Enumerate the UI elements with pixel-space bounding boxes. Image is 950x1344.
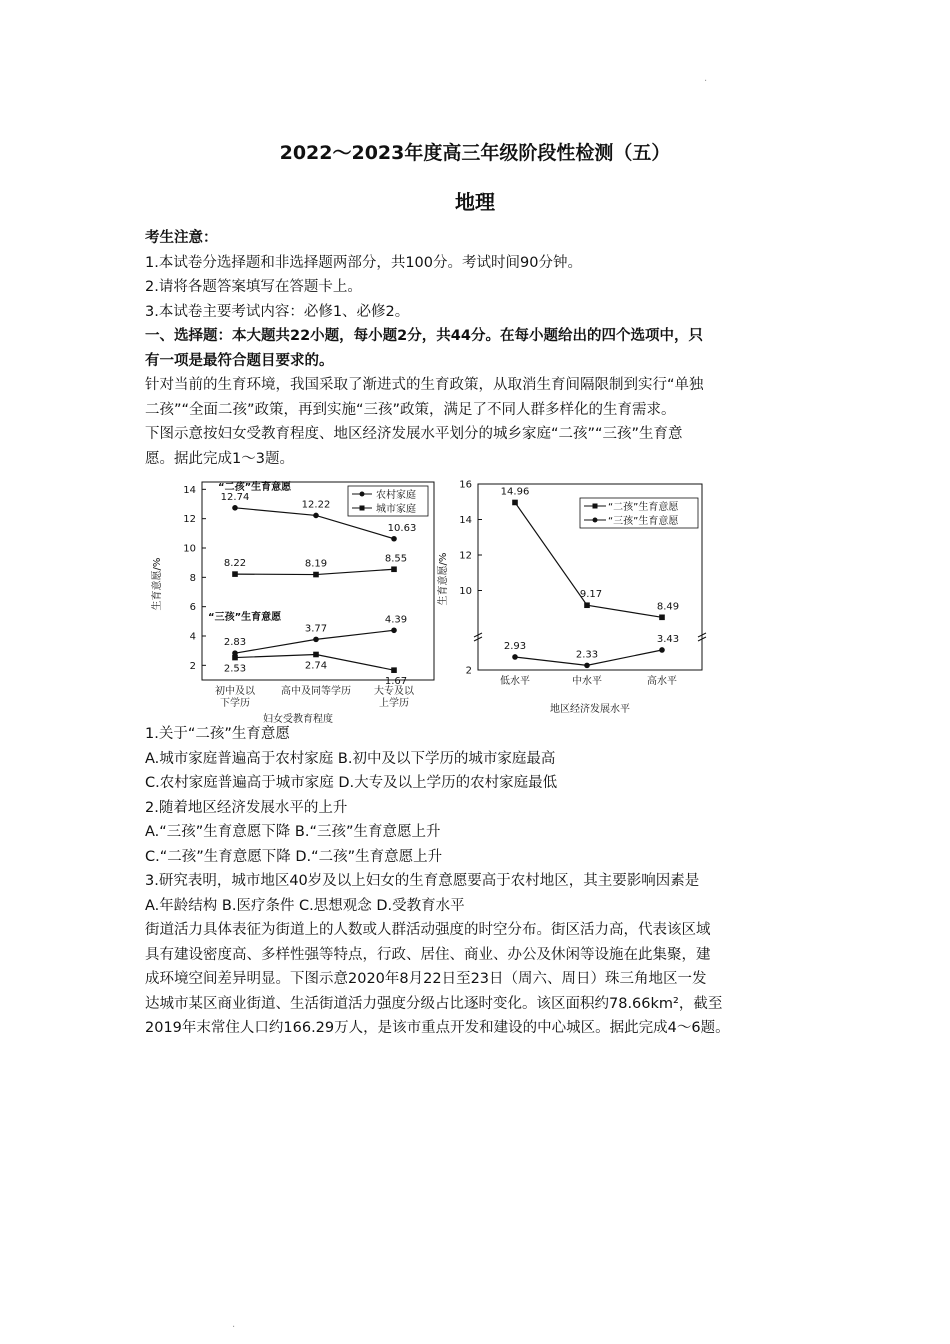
right-y-tick-label: 2: [465, 665, 472, 677]
left-y-tick-label: 4: [189, 631, 196, 643]
left-data-label: 12.74: [220, 491, 250, 503]
question-stem: 3.研究表明，城市地区40岁及以上妇女的生育意愿要高于农村地区，其主要影响因素是: [145, 873, 700, 889]
left-data-label: 2.53: [223, 663, 247, 675]
left-category-label: 高中及同等学历: [281, 686, 351, 697]
question-stem: 1.关于“二孩”生育意愿: [145, 726, 290, 742]
question-stem: 2.随着地区经济发展水平的上升: [145, 799, 348, 816]
legend-second-label: “二孩”生育意愿: [608, 502, 679, 513]
question-option: A.年龄结构 B.医疗条件 C.思想观念 D.受教育水平: [145, 897, 465, 914]
left-data-point: [391, 667, 397, 673]
left-data-label: 2.83: [223, 637, 247, 649]
intro-line: 愿。据此完成1～3题。: [145, 450, 294, 467]
questions-and-passage: [145, 722, 805, 1041]
left-y-tick-label: 8: [189, 572, 196, 584]
left-legend: [348, 486, 428, 516]
right-data-point: [584, 602, 590, 608]
left-data-label: 8.19: [304, 558, 328, 570]
left-data-point: [313, 572, 319, 578]
left-data-label: 3.77: [304, 623, 328, 635]
left-y-label: 生育意愿/%: [152, 557, 163, 611]
left-data-label: 1.67: [384, 676, 408, 688]
intro-line: 二孩”“全面二孩”政策，再到实施“三孩”政策，满足了不同人群多样化的生育需求。: [145, 401, 676, 418]
notice-heading: 考生注意：: [145, 230, 218, 246]
right-data-point: [659, 647, 665, 653]
group-label-second-child: “二孩”生育意愿: [218, 482, 292, 493]
exam-page: · 2022～2023年度高三年级阶段性检测（五） 地理 考生注意： 1.本试卷分选择题和非选择题两部分，共100分。考试时间90分钟。 2.请将各题答案填写在答题卡上。 3.本试卷主要考试内容：必修1、必修2。 一、选择题：本大题共22小题，每小题2分，共44分。在每小题给出的四个选项中，只 有一项是最符合题目要求的。 针对当前的生育环境，我国采取了渐进式的生育政策，从取消生育间隔限制到实行“单独 二孩”“全面二孩”政策，再到实施“三孩”政策，满足了不同人群多样化的生育需求。 下图示意按妇女受教育程度、地区经济发展水平划分的城乡家庭“二孩”“三孩”生育意 愿。据此完成1～3题。 2 4 6 8 10 12 14 生育意愿/% “二孩”生育意愿 “三孩”生育意愿 农村家庭 城市家庭 12.74 12.22 10.63 8.22 8.19 8.55 2.83 3.77 4.39 2.53 2.74 1.67 初中及以 下学历 高中及同等学历 大专及以 上学历 妇女受教育程度 2 10 12 14 16 生育意愿/% “二孩”生育意愿 “三孩”生育意愿 14.96 9.17 8.49 2.93 2.33 3.43 低水平 中水平 高水平 地区经济发展水平 1.关于“二孩”生育意愿 A.城市家庭普遍高于农村家庭 B.初中及以下学历的城市家庭最高 C.农村家庭普遍高于城市家庭 D.大专及以上学历的农村家庭最低 2.随着地区经济发展水平的上升 A.“三孩”生育意愿下降 B.“三孩”生育意愿上升 C.“二孩”生育意愿下降 D.“二孩”生育意愿上升 3.研究表明，城市地区40岁及以上妇女的生育意愿要高于农村地区，其主要影响因素是 A.年龄结构 B.医疗条件 C.思想观念 D.受教育水平 街道活力具体表征为街道上的人数或人群活动强度的时空分布。街区活力高，代表该区域 具有建设密度高、多样性强等特点，行政、居住、商业、办公及休闲等设施在此集聚，建 成环境空间差异明显。下图示意2020年8月22日至23日（周六、周日）珠三角地区一发 达城市某区商业街道、生活街道活力强度分级占比逐时变化。该区面积约78.66km²，截至 2019年末常住人口约166.29万人，是该市重点开发和建设的中心城区。据此完成4～6题。 ·: [0, 0, 950, 1344]
chart-education: [150, 480, 434, 724]
passage-line: 街道活力具体表征为街道上的人数或人群活动强度的时空分布。街区活力高，代表该区域: [145, 922, 711, 938]
notice-item: 2.请将各题答案填写在答题卡上。: [145, 279, 362, 295]
left-data-point: [313, 637, 319, 643]
notice-item: 3.本试卷主要考试内容：必修1、必修2。: [145, 303, 410, 320]
right-data-point: [584, 663, 590, 669]
right-data-label: 2.93: [503, 640, 527, 652]
section-heading-cont: 有一项是最符合题目要求的。: [145, 352, 334, 369]
group-label-third-child: “三孩”生育意愿: [208, 612, 282, 623]
legend-urban-marker: [360, 506, 365, 511]
left-data-point: [391, 566, 397, 572]
left-x-label: 妇女受教育程度: [263, 714, 333, 724]
left-data-point: [313, 652, 319, 658]
legend-rural-marker: [360, 492, 365, 497]
left-y-tick-label: 2: [189, 660, 196, 672]
legend-urban-label: 城市家庭: [376, 504, 416, 515]
right-data-point: [659, 615, 665, 621]
right-data-label: 14.96: [500, 486, 530, 498]
passage-line: 具有建设密度高、多样性强等特点，行政、居住、商业、办公及休闲等设施在此集聚，建: [145, 946, 711, 963]
right-data-point: [512, 654, 518, 660]
left-data-point: [391, 627, 397, 633]
left-category-label: 大专及以: [374, 686, 414, 697]
passage-line: 2019年末常住人口约166.29万人，是该市重点开发和建设的中心城区。据此完成4～6题。: [145, 1020, 730, 1036]
question-option: C.农村家庭普遍高于城市家庭 D.大专及以上学历的农村家庭最低: [145, 775, 558, 791]
right-legend: [580, 498, 698, 528]
left-data-label: 8.22: [223, 558, 247, 570]
section-heading: 一、选择题：本大题共22小题，每小题2分，共44分。在每小题给出的四个选项中，只: [145, 328, 703, 344]
right-y-tick-label: 16: [459, 479, 472, 491]
right-category-label: 高水平: [647, 676, 677, 687]
right-category-label: 低水平: [500, 676, 530, 687]
right-y-label: 生育意愿/%: [438, 552, 449, 606]
question-option: A.城市家庭普遍高于农村家庭 B.初中及以下学历的城市家庭最高: [145, 750, 556, 767]
passage-line: 成环境空间差异明显。下图示意2020年8月22日至23日（周六、周日）珠三角地区一发: [145, 971, 707, 987]
left-y-tick-label: 12: [183, 514, 196, 526]
right-x-label: 地区经济发展水平: [550, 704, 630, 715]
intro-line: 针对当前的生育环境，我国采取了渐进式的生育政策，从取消生育间隔限制到实行“单独: [145, 377, 704, 393]
left-category-label: 上学历: [379, 698, 409, 709]
subject-title: 地理: [455, 190, 495, 214]
left-y-tick-label: 6: [189, 602, 196, 614]
left-data-label: 8.55: [384, 553, 408, 565]
left-data-label: 2.74: [304, 660, 328, 672]
exam-title: 2022～2023年度高三年级阶段性检测（五）: [279, 142, 671, 164]
left-data-label: 4.39: [384, 614, 408, 626]
right-data-label: 8.49: [656, 601, 680, 613]
right-y-tick-label: 10: [459, 586, 472, 597]
right-data-point: [512, 500, 518, 506]
right-category-label: 中水平: [572, 676, 602, 687]
figure-svg: [150, 474, 710, 724]
notice-and-questions: [145, 226, 805, 471]
left-data-label: 12.22: [301, 499, 331, 511]
left-y-tick-label: 10: [183, 543, 196, 555]
left-y-tick-label: 14: [183, 484, 196, 496]
left-data-point: [232, 571, 238, 577]
left-data-point: [391, 536, 397, 542]
legend-rural-label: 农村家庭: [376, 490, 416, 501]
legend-second-marker: [593, 504, 598, 509]
notice-item: 1.本试卷分选择题和非选择题两部分，共100分。考试时间90分钟。: [145, 254, 582, 271]
right-y-tick-label: 14: [459, 515, 472, 526]
right-data-label: 2.33: [575, 649, 599, 661]
left-data-point: [232, 505, 238, 511]
left-category-label: 初中及以: [215, 686, 255, 697]
left-data-point: [313, 513, 319, 519]
legend-third-label: “三孩”生育意愿: [608, 516, 679, 527]
question-option: A.“三孩”生育意愿下降 B.“三孩”生育意愿上升: [145, 824, 441, 840]
right-data-label: 9.17: [579, 589, 603, 601]
passage-line: 达城市某区商业街道、生活街道活力强度分级占比逐时变化。该区面积约78.66km²，截至: [145, 995, 723, 1012]
left-category-label: 下学历: [220, 698, 250, 709]
intro-line: 下图示意按妇女受教育程度、地区经济发展水平划分的城乡家庭“二孩”“三孩”生育意: [145, 426, 683, 442]
left-data-point: [232, 655, 238, 661]
right-data-label: 3.43: [656, 633, 680, 645]
right-y-tick-label: 12: [459, 550, 472, 562]
figure-fertility-intentions: [150, 474, 710, 724]
legend-third-marker: [593, 518, 598, 523]
left-data-label: 10.63: [387, 522, 417, 534]
question-option: C.“二孩”生育意愿下降 D.“二孩”生育意愿上升: [145, 848, 443, 865]
chart-economy: [436, 480, 706, 716]
